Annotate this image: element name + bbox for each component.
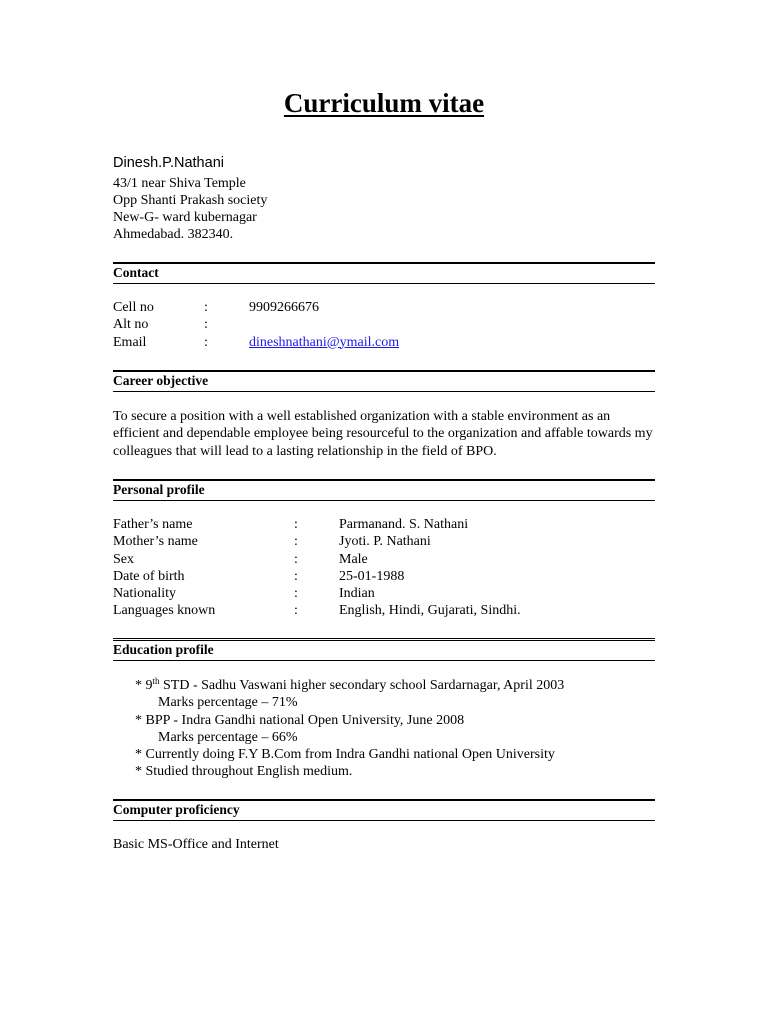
contact-value: 9909266676 — [249, 300, 319, 315]
contact-row-email — [113, 334, 399, 351]
personal-label: Sex — [113, 551, 134, 567]
colon: : — [204, 300, 208, 315]
colon: : — [204, 317, 208, 333]
personal-label: Languages known — [113, 603, 216, 619]
education-item: * Studied throughout English medium. — [135, 764, 353, 780]
personal-row — [113, 585, 521, 602]
personal-row — [113, 551, 521, 568]
education-item: * Currently doing F.Y B.Com from Indra Gandhi national Open University — [135, 747, 555, 763]
education-item-text: STD - Sadhu Vaswani higher secondary school Sardarnagar, April 2003 — [159, 678, 565, 693]
colon: : — [294, 568, 298, 584]
education-marks: Marks percentage – 71% — [158, 695, 298, 711]
colon: : — [204, 334, 208, 350]
colon: : — [294, 603, 298, 619]
personal-row — [113, 516, 521, 533]
education-list — [135, 677, 564, 781]
section-heading-personal: Personal profile — [113, 479, 655, 501]
personal-list — [113, 516, 521, 620]
contact-row-cell — [113, 299, 399, 316]
contact-label: Cell no — [113, 300, 154, 315]
colon: : — [294, 586, 298, 602]
ordinal-suffix: th — [152, 676, 160, 686]
personal-value: 25-01-1988 — [339, 568, 405, 584]
document-title-wrap — [0, 88, 768, 119]
email-link[interactable]: dineshnathani@ymail.com — [249, 334, 400, 350]
contact-label: Alt no — [113, 317, 149, 333]
address-line: Opp Shanti Prakash society — [113, 193, 268, 208]
personal-value: Indian — [339, 586, 375, 602]
colon: : — [294, 517, 298, 532]
candidate-name: Dinesh.P.Nathani — [113, 155, 224, 171]
personal-label: Nationality — [113, 586, 176, 602]
personal-label: Date of birth — [113, 568, 185, 584]
education-item — [135, 677, 564, 694]
document-title: Curriculum vitae — [283, 88, 485, 118]
contact-list — [113, 299, 399, 351]
personal-row — [113, 568, 521, 585]
education-item-prefix: * 9 — [135, 678, 153, 693]
personal-value: Parmanand. S. Nathani — [339, 517, 469, 532]
personal-value: Jyoti. P. Nathani — [339, 534, 431, 550]
section-heading-career: Career objective — [113, 370, 655, 392]
personal-row — [113, 533, 521, 550]
personal-row — [113, 602, 521, 619]
address-line: Ahmedabad. 382340. — [113, 227, 234, 242]
section-heading-contact: Contact — [113, 262, 655, 284]
computer-proficiency-text: Basic MS-Office and Internet — [113, 837, 279, 852]
section-heading-education: Education profile — [113, 638, 655, 661]
personal-value: Male — [339, 551, 368, 567]
address-line: 43/1 near Shiva Temple — [113, 176, 246, 191]
contact-row-alt — [113, 316, 399, 333]
colon: : — [294, 534, 298, 550]
education-item: * BPP - Indra Gandhi national Open University, June 2008 — [135, 712, 465, 728]
personal-label: Father’s name — [113, 517, 193, 532]
colon: : — [294, 551, 298, 567]
section-heading-computer: Computer proficiency — [113, 799, 655, 821]
address-line: New-G- ward kubernagar — [113, 210, 257, 225]
personal-value: English, Hindi, Gujarati, Sindhi. — [339, 603, 521, 619]
education-marks: Marks percentage – 66% — [158, 729, 298, 745]
personal-label: Mother’s name — [113, 534, 198, 550]
career-objective-text: To secure a position with a well established organization with a stable environment as an efficient and dependable employee being resourceful to the organization and affable towards my colleagues that will lead to a lasting relationship in the field of BPO. — [113, 409, 653, 459]
contact-label: Email — [113, 334, 147, 350]
address-block — [113, 175, 267, 243]
